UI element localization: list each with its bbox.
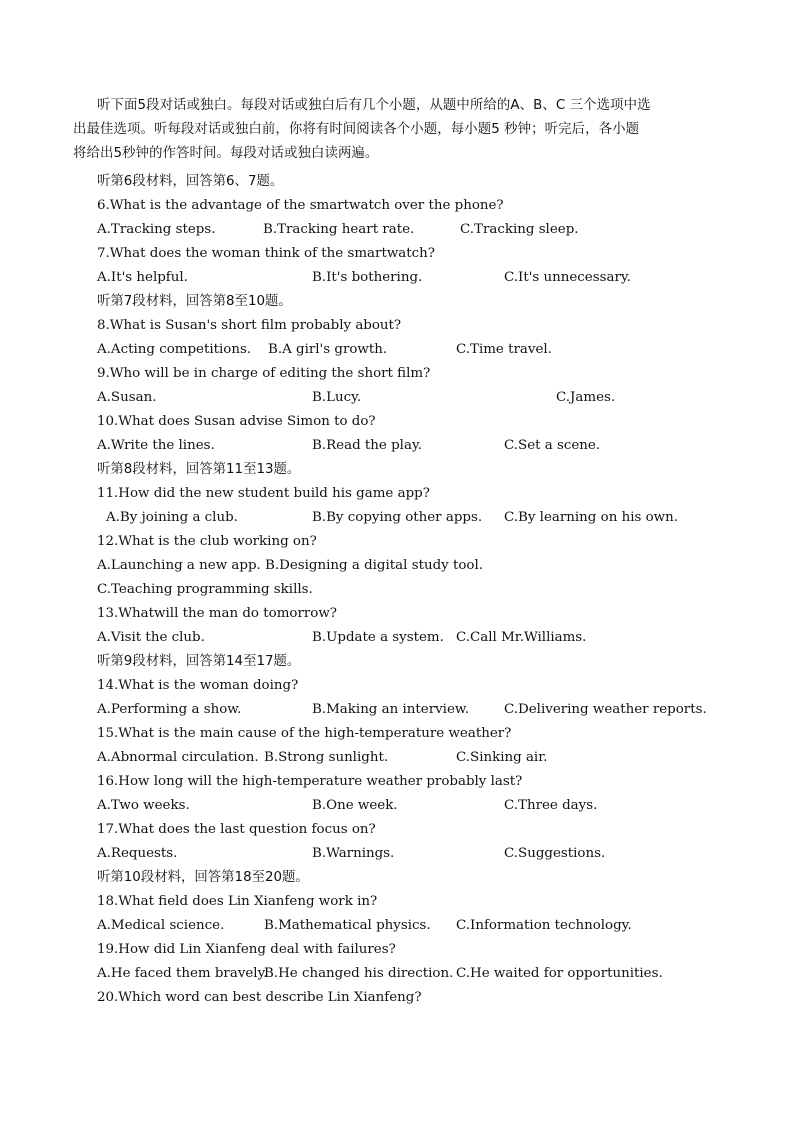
option-b: B.Read the play.: [312, 438, 422, 453]
option-b: B.Mathematical physics.: [264, 918, 431, 933]
question-9-stem: 9.Who will be in charge of editing the short film?: [97, 366, 431, 381]
question-7-stem: 7.What does the woman think of the smartwatch?: [97, 246, 435, 261]
question-18-options: [97, 914, 727, 938]
option-b: B.Making an interview.: [312, 702, 470, 717]
option-c: C.James.: [556, 390, 616, 405]
question-16-stem: 16.How long will the high-temperature weather probably last?: [97, 774, 523, 789]
question-6-options: [97, 218, 727, 242]
option-a: A.Acting competitions.: [97, 342, 252, 357]
option-b: B.Update a system.: [312, 630, 444, 645]
option-c: C.Suggestions.: [504, 846, 606, 861]
option-a: A.He faced them bravely.: [97, 966, 268, 981]
question-6-stem: 6.What is the advantage of the smartwatch over the phone?: [97, 198, 504, 213]
question-13-stem: 13.Whatwill the man do tomorrow?: [97, 606, 337, 621]
option-a: A.Visit the club.: [97, 630, 205, 645]
question-17-options: [97, 842, 727, 866]
option-b: B.Lucy.: [312, 390, 362, 405]
section-heading-7: 听第7段材料，回答第8至10题。: [97, 294, 292, 309]
question-11-options: [97, 506, 727, 530]
option-c: C.He waited for opportunities.: [456, 966, 663, 981]
question-20-stem: 20.Which word can best describe Lin Xianfeng?: [97, 990, 422, 1005]
option-c: C.Tracking sleep.: [460, 222, 579, 237]
question-14-options: [97, 698, 727, 722]
option-c: C.Set a scene.: [504, 438, 601, 453]
question-12-options-ab: [97, 554, 727, 578]
option-a: A.Launching a new app.: [97, 558, 261, 573]
question-11-stem: 11.How did the new student build his game app?: [97, 486, 430, 501]
intro-line-2: 出最佳选项。听每段对话或独白前，你将有时间阅读各个小题，每小题5 秒钟；听完后，各小题: [73, 122, 640, 137]
option-c: C.Sinking air.: [456, 750, 548, 765]
option-a: A.Tracking steps.: [97, 222, 216, 237]
option-a: A.Susan.: [97, 390, 157, 405]
option-a: A.Requests.: [97, 846, 178, 861]
option-b: B.It's bothering.: [312, 270, 423, 285]
option-b: B.One week.: [312, 798, 398, 813]
option-c: C.Time travel.: [456, 342, 552, 357]
option-b: B.Designing a digital study tool.: [265, 558, 484, 573]
option-b: B.By copying other apps.: [312, 510, 483, 525]
option-a: A.Write the lines.: [97, 438, 215, 453]
intro-line-1: 听下面5段对话或独白。每段对话或独白后有几个小题，从题中所给的A、B、C 三个选项中选: [97, 98, 651, 113]
question-14-stem: 14.What is the woman doing?: [97, 678, 299, 693]
question-13-options: [97, 626, 727, 650]
option-c: C.Teaching programming skills.: [97, 582, 313, 597]
option-a: A.By joining a club.: [106, 510, 238, 525]
section-heading-8: 听第8段材料，回答第11至13题。: [97, 462, 301, 477]
question-15-options: [97, 746, 727, 770]
question-15-stem: 15.What is the main cause of the high-temperature weather?: [97, 726, 512, 741]
question-17-stem: 17.What does the last question focus on?: [97, 822, 376, 837]
option-c: C.Information technology.: [456, 918, 632, 933]
option-c: C.Delivering weather reports.: [504, 702, 707, 717]
question-10-options: [97, 434, 727, 458]
section-heading-6: 听第6段材料，回答第6、7题。: [97, 174, 284, 189]
question-19-stem: 19.How did Lin Xianfeng deal with failures?: [97, 942, 396, 957]
option-c: C.By learning on his own.: [504, 510, 679, 525]
question-12-stem: 12.What is the club working on?: [97, 534, 317, 549]
section-heading-10: 听第10段材料，回答第18至20题。: [97, 870, 309, 885]
intro-line-3: 将给出5秒钟的作答时间。每段对话或独白读两遍。: [73, 146, 379, 161]
option-c: C.Three days.: [504, 798, 598, 813]
option-b: B.Warnings.: [312, 846, 395, 861]
question-12-options-c: [97, 578, 727, 602]
question-16-options: [97, 794, 727, 818]
question-19-options: [97, 962, 727, 986]
option-a: A.Abnormal circulation.: [97, 750, 259, 765]
option-a: A.Two weeks.: [97, 798, 190, 813]
question-8-options: [97, 338, 727, 362]
option-b: B.Tracking heart rate.: [263, 222, 415, 237]
option-b: B.Strong sunlight.: [264, 750, 389, 765]
option-b: B.A girl's growth.: [268, 342, 388, 357]
option-a: A.Performing a show.: [97, 702, 242, 717]
question-18-stem: 18.What field does Lin Xianfeng work in?: [97, 894, 378, 909]
option-a: A.Medical science.: [97, 918, 225, 933]
option-a: A.It's helpful.: [97, 270, 188, 285]
question-8-stem: 8.What is Susan's short film probably about?: [97, 318, 402, 333]
option-c: C.It's unnecessary.: [504, 270, 631, 285]
section-heading-9: 听第9段材料，回答第14至17题。: [97, 654, 301, 669]
option-c: C.Call Mr.Williams.: [456, 630, 587, 645]
question-10-stem: 10.What does Susan advise Simon to do?: [97, 414, 376, 429]
option-b: B.He changed his direction.: [264, 966, 454, 981]
question-7-options: [97, 266, 727, 290]
question-9-options: [97, 386, 727, 410]
